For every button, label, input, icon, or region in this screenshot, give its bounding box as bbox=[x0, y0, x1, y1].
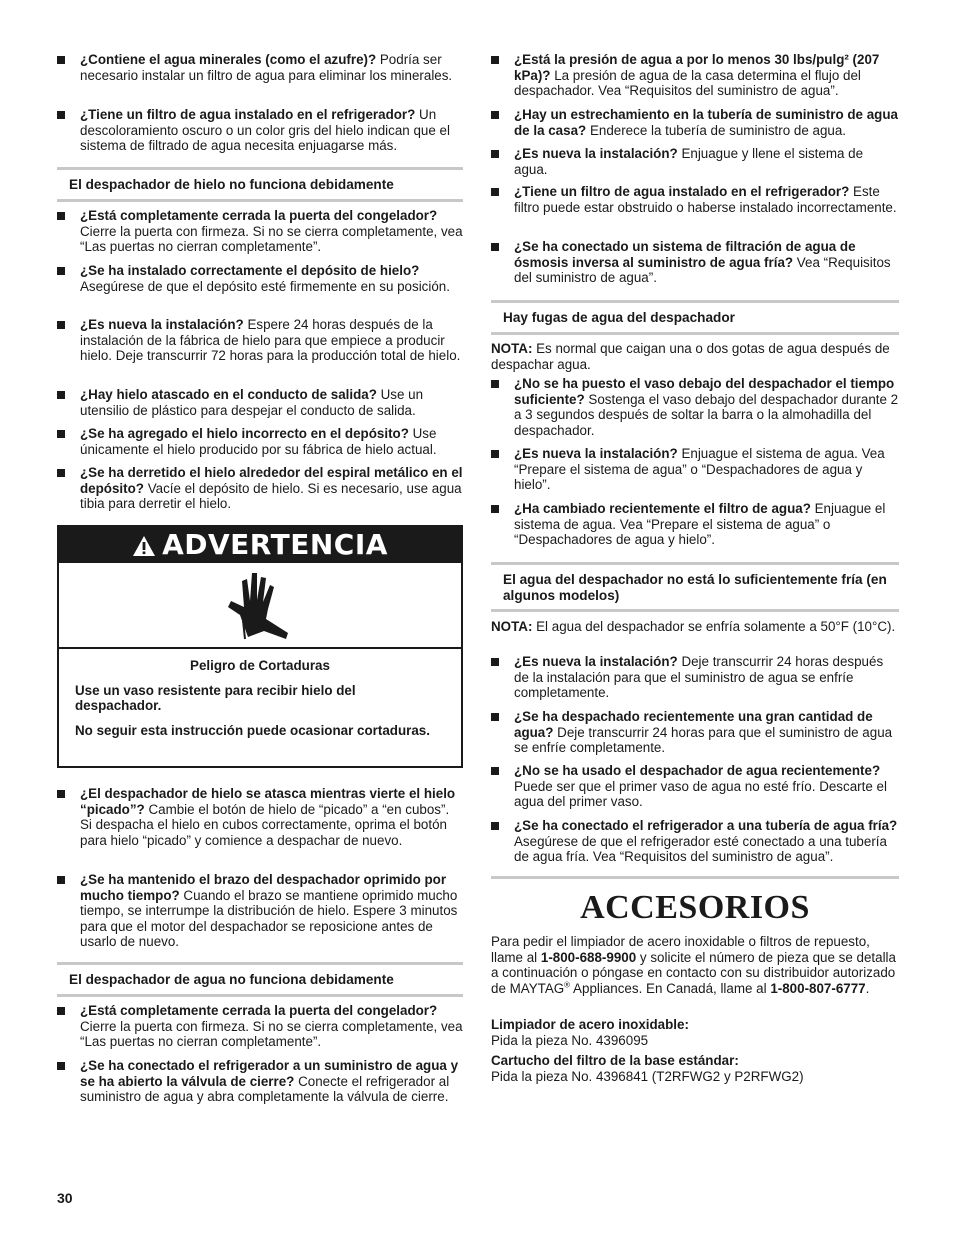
item-answer: Sostenga el vaso debajo del despachador durante 2 a 3 segundos después de soltar la barra o la almohadilla del despachador. bbox=[514, 391, 899, 438]
accessory-item bbox=[491, 1017, 899, 1048]
accessory-label: Cartucho del filtro de la base estándar: bbox=[491, 1053, 739, 1068]
item-answer: Asegúrese de que el depósito esté firmemente en su posición. bbox=[80, 278, 450, 294]
item-answer: Enderece la tubería de suministro de agua. bbox=[586, 122, 847, 138]
list-item bbox=[57, 263, 463, 294]
list-item bbox=[57, 786, 463, 848]
warning-text bbox=[59, 658, 461, 738]
item-question: ¿Es nueva la instalación? bbox=[514, 654, 678, 669]
item-answer: Enjuague el sistema de agua. Vea “Prepare el sistema de agua” o “Despachadores de agua y hielo”. bbox=[514, 501, 886, 548]
item-question: ¿No se ha usado el despachador de agua recientemente? bbox=[514, 763, 881, 778]
item-answer: Espere 24 horas después de la instalación de la fábrica de hielo para que empiece a producir hielo. Deje transcurrir 72 horas para la producción total de hielo. bbox=[80, 317, 461, 364]
item-question: ¿Es nueva la instalación? bbox=[514, 146, 678, 161]
list-item bbox=[57, 1058, 463, 1105]
item-question: ¿Se ha conectado un sistema de filtración de agua de ósmosis inversa al suministro de agua fría? bbox=[514, 239, 856, 270]
item-question: ¿Es nueva la instalación? bbox=[80, 317, 244, 332]
item-answer: Use únicamente el hielo producido por su fábrica de hielo actual. bbox=[80, 426, 437, 457]
bullet-icon bbox=[491, 822, 499, 830]
section-header-ice: El despachador de hielo no funciona debidamente bbox=[57, 167, 463, 202]
item-answer: Cuando el brazo se mantiene oprimido mucho tiempo, se interrumpe la distribución de hielo. Espere 3 minutos para que el motor del despachador se reposicione antes de usarlo de nuevo. bbox=[80, 887, 458, 950]
list-item bbox=[57, 426, 463, 457]
item-answer: Deje transcurrir 24 horas después de la instalación para que el suministro de agua se enfríe completamente. bbox=[514, 654, 884, 701]
cold-note bbox=[491, 619, 899, 635]
item-question: ¿Se ha conectado el refrigerador a un suministro de agua y se ha abierto la válvula de cierre? bbox=[80, 1058, 459, 1089]
item-question: ¿Está completamente cerrada la puerta del congelador? bbox=[80, 1003, 438, 1018]
item-question: ¿Se ha despachado recientemente una gran cantidad de agua? bbox=[514, 709, 873, 740]
item-answer: Enjuague y llene el sistema de agua. bbox=[514, 146, 864, 177]
bullet-icon bbox=[57, 391, 65, 399]
list-item bbox=[491, 709, 899, 756]
list-item bbox=[57, 52, 463, 83]
item-answer: La presión de agua de la casa determina el flujo del despachador. Vea “Requisitos del suministro de agua”. bbox=[514, 67, 861, 99]
item-answer: Este filtro puede estar obstruido o haberse instalado incorrectamente. bbox=[514, 184, 897, 215]
accessories-title: ACCESORIOS bbox=[580, 889, 810, 926]
list-item bbox=[491, 501, 899, 548]
list-item bbox=[491, 818, 899, 865]
bullet-icon bbox=[57, 267, 65, 275]
list-item bbox=[491, 52, 899, 99]
bullet-icon bbox=[491, 111, 499, 119]
list-item bbox=[491, 376, 899, 438]
bullet-icon bbox=[491, 713, 499, 721]
item-question: ¿Se ha instalado correctamente el depósito de hielo? bbox=[80, 263, 420, 278]
section-header-cold: El agua del despachador no está lo suficientemente fría (en algunos modelos) bbox=[491, 562, 899, 612]
item-question: ¿El despachador de hielo se atasca mientras vierte el hielo “picado”? bbox=[80, 786, 456, 817]
item-question: ¿Se ha mantenido el brazo del despachador oprimido por mucho tiempo? bbox=[80, 872, 447, 903]
bullet-icon bbox=[57, 1062, 65, 1070]
bullet-icon bbox=[57, 321, 65, 329]
item-question: ¿Está la presión de agua a por lo menos 30 lbs/pulg² (207 kPa)? bbox=[514, 52, 880, 83]
note-text: El agua del despachador se enfría solamente a 50°F (10°C). bbox=[532, 619, 896, 634]
item-question: ¿Tiene un filtro de agua instalado en el refrigerador? bbox=[80, 107, 416, 122]
accessories-intro: Para pedir el limpiador de acero inoxidable o filtros de repuesto, llame al 1-800-688-9900 y solicite el número de pieza que se detalla a continuación o póngase en contacto con su distribuidor autorizado de MAYTAG® Appliances. En Canadá, llame al 1-800-807-6777. bbox=[491, 934, 896, 996]
section-header-water: El despachador de agua no funciona debidamente bbox=[57, 962, 463, 997]
item-answer: Vacíe el depósito de hielo. Si es necesario, use agua tibia para derretir el hielo. bbox=[80, 480, 462, 512]
bullet-icon bbox=[57, 469, 65, 477]
item-answer: Un descoloramiento oscuro o un color gris del hielo indican que el sistema de filtrado de agua necesita enjuagarse más. bbox=[80, 107, 450, 154]
registered-mark: ® bbox=[564, 980, 571, 990]
list-item bbox=[57, 208, 463, 255]
phone-canada: 1-800-807-6777 bbox=[770, 980, 866, 996]
note-label: NOTA: bbox=[491, 619, 533, 634]
list-item bbox=[491, 107, 899, 138]
item-answer: Puede ser que el primer vaso de agua no esté frío. Descarte el agua del primer vaso. bbox=[514, 778, 887, 810]
warning-title: ADVERTENCIA bbox=[162, 528, 388, 561]
warning-box bbox=[57, 525, 463, 768]
item-question: ¿Está completamente cerrada la puerta del congelador? bbox=[80, 208, 438, 223]
list-item bbox=[491, 654, 899, 701]
list-item bbox=[491, 446, 899, 493]
page-number: 30 bbox=[57, 1190, 73, 1206]
bullet-icon bbox=[491, 150, 499, 158]
warning-instruction: Use un vaso resistente para recibir hielo del despachador. bbox=[75, 682, 356, 714]
warning-consequence: No seguir esta instrucción puede ocasionar cortaduras. bbox=[75, 722, 430, 738]
item-answer: Conecte el refrigerador al suministro de agua y abra completamente la válvula de cierre. bbox=[80, 1073, 450, 1105]
item-question: ¿Se ha derretido el hielo alrededor del espiral metálico en el depósito? bbox=[80, 465, 463, 496]
item-question: ¿Hay hielo atascado en el conducto de salida? bbox=[80, 387, 377, 402]
section-header-leak: Hay fugas de agua del despachador bbox=[491, 300, 899, 335]
bullet-icon bbox=[57, 212, 65, 220]
item-question: ¿Hay un estrechamiento en la tubería de suministro de agua de la casa? bbox=[514, 107, 898, 138]
bullet-icon bbox=[57, 790, 65, 798]
bullet-icon bbox=[491, 450, 499, 458]
bullet-icon bbox=[491, 56, 499, 64]
list-item bbox=[57, 387, 463, 418]
item-answer: Cierre la puerta con firmeza. Si no se cierra completamente, vea “Las puertas no cierran completamente”. bbox=[80, 223, 463, 255]
accessory-part-number: Pida la pieza No. 4396095 bbox=[491, 1032, 649, 1048]
warning-pictogram bbox=[59, 563, 461, 649]
warning-hazard: Peligro de Cortaduras bbox=[190, 658, 330, 673]
bullet-icon bbox=[491, 243, 499, 251]
warning-triangle-icon bbox=[132, 535, 156, 557]
item-question: ¿Contiene el agua minerales (como el azufre)? bbox=[80, 52, 377, 67]
item-answer: Cambie el botón de hielo de “picado” a “en cubos”. Si despacha el hielo en cubos correctamente, oprima el botón para hielo “picado” y comience a despachar de nuevo. bbox=[80, 801, 450, 848]
list-item bbox=[491, 184, 899, 215]
list-item bbox=[491, 763, 899, 810]
accessory-item bbox=[491, 1053, 899, 1084]
item-answer: Cierre la puerta con firmeza. Si no se cierra completamente, vea “Las puertas no cierran completamente”. bbox=[80, 1018, 463, 1050]
accessory-label: Limpiador de acero inoxidable: bbox=[491, 1017, 689, 1032]
list-item bbox=[57, 107, 463, 154]
item-answer: Podría ser necesario instalar un filtro de agua para eliminar los minerales. bbox=[80, 52, 453, 83]
bullet-icon bbox=[57, 876, 65, 884]
list-item bbox=[57, 465, 463, 512]
item-question: ¿Ha cambiado recientemente el filtro de agua? bbox=[514, 501, 811, 516]
item-question: ¿Se ha conectado el refrigerador a una tubería de agua fría? bbox=[514, 818, 898, 833]
note-label: NOTA: bbox=[491, 341, 533, 356]
bullet-icon bbox=[57, 56, 65, 64]
item-question: ¿Se ha agregado el hielo incorrecto en el depósito? bbox=[80, 426, 409, 441]
bullet-icon bbox=[57, 111, 65, 119]
phone-us: 1-800-688-9900 bbox=[540, 949, 637, 965]
item-question: ¿Es nueva la instalación? bbox=[514, 446, 678, 461]
note-text: Es normal que caigan una o dos gotas de agua después de despachar agua. bbox=[491, 341, 890, 372]
leak-note bbox=[491, 341, 899, 372]
list-item bbox=[57, 317, 463, 364]
item-answer: Deje transcurrir 24 horas para que el suministro de agua se enfríe completamente. bbox=[514, 724, 893, 756]
divider bbox=[491, 876, 899, 879]
bullet-icon bbox=[491, 380, 499, 388]
item-answer: Use un utensilio de plástico para despejar el conducto de salida. bbox=[80, 387, 424, 418]
accessory-part-number: Pida la pieza No. 4396841 (T2RFWG2 y P2RFWG2) bbox=[491, 1068, 804, 1084]
bullet-icon bbox=[491, 505, 499, 513]
bullet-icon bbox=[491, 188, 499, 196]
warning-banner bbox=[59, 527, 461, 563]
item-question: ¿Tiene un filtro de agua instalado en el refrigerador? bbox=[514, 184, 850, 199]
item-answer: Vea “Requisitos del suministro de agua”. bbox=[514, 254, 891, 286]
bullet-icon bbox=[491, 658, 499, 666]
list-item bbox=[491, 146, 899, 177]
bullet-icon bbox=[57, 1007, 65, 1015]
item-answer: Asegúrese de que el refrigerador esté conectado a una tubería de agua fría. Vea “Requisitos del suministro de agua”. bbox=[514, 833, 887, 865]
list-item bbox=[57, 1003, 463, 1050]
list-item bbox=[491, 239, 899, 286]
bullet-icon bbox=[491, 767, 499, 775]
item-answer: Enjuague el sistema de agua. Vea “Prepare el sistema de agua” o “Despachadores de agua y hielo”. bbox=[514, 446, 885, 493]
item-question: ¿No se ha puesto el vaso debajo del despachador el tiempo suficiente? bbox=[514, 376, 895, 407]
list-item bbox=[57, 872, 463, 950]
bullet-icon bbox=[57, 430, 65, 438]
hand-cut-icon bbox=[226, 567, 296, 641]
